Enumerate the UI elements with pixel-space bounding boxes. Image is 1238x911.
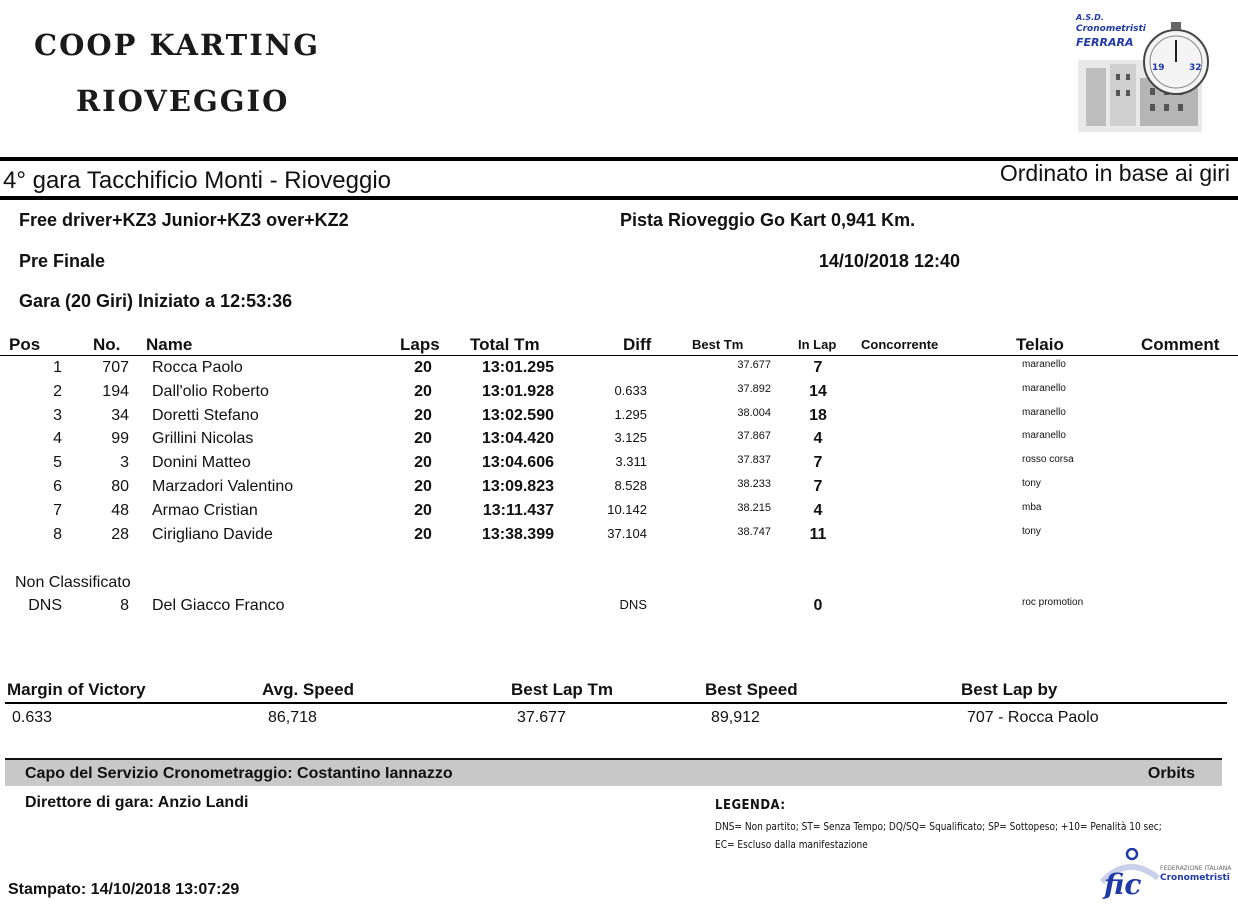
best-lap-value: 37.677 — [517, 709, 566, 726]
chassis-cell: tony — [1022, 525, 1041, 537]
laps-cell: 20 — [414, 454, 432, 472]
chassis-cell: maranello — [1022, 406, 1066, 418]
best-time: 37.837 — [737, 454, 771, 467]
diff-cell: DNS — [619, 597, 647, 612]
printed-timestamp: Stampato: 14/10/2018 13:07:29 — [8, 881, 240, 898]
diff-cell: 10.142 — [607, 501, 647, 517]
in-lap-cell: 14 — [809, 382, 827, 400]
driver-name: Grillini Nicolas — [152, 430, 254, 448]
total-time: 13:01.928 — [481, 382, 554, 400]
cronometristi-ferrara-logo — [1072, 8, 1212, 136]
diff-cell: 8.528 — [614, 478, 647, 493]
chassis-cell: rosso corsa — [1022, 454, 1074, 466]
total-time: 13:01.295 — [481, 359, 554, 376]
table-row — [0, 478, 1238, 502]
laps-cell: 20 — [414, 501, 432, 519]
title-bottom-rule — [0, 196, 1238, 200]
in-lap-cell: 18 — [809, 406, 827, 424]
event-title: 4° gara Tacchificio Monti - Rioveggio — [3, 167, 392, 194]
table-row — [0, 454, 1238, 478]
number-cell: 28 — [111, 525, 129, 543]
in-lap-cell: 4 — [813, 501, 823, 519]
col-header-pos: Pos — [9, 335, 41, 354]
in-lap-cell: 7 — [813, 454, 823, 472]
avg-speed-label: Avg. Speed — [262, 680, 354, 699]
laps-cell: 20 — [414, 382, 432, 400]
legend-line1: DNS= Non partito; ST= Senza Tempo; DQ/SQ= Squalificato; SP= Sottopeso; +10= Penalità 10 sec; — [715, 820, 1162, 833]
svg-text:Cronometristi: Cronometristi — [1076, 24, 1146, 34]
best-time: 38.747 — [737, 525, 771, 538]
chief-timing: Capo del Servizio Cronometraggio: Costantino Iannazzo — [25, 765, 453, 782]
pos-cell: 7 — [53, 501, 62, 519]
laps-cell: 20 — [414, 525, 432, 543]
avg-speed-value: 86,718 — [268, 709, 317, 726]
race-info: Gara (20 Giri) Iniziato a 12:53:36 — [19, 291, 293, 311]
sort-note: Ordinato in base ai giri — [999, 160, 1230, 186]
diff-cell: 0.633 — [614, 382, 647, 398]
col-header-diff: Diff — [623, 335, 652, 354]
pos-cell: 6 — [53, 478, 62, 495]
col-header-telaio: Telaio — [1016, 335, 1064, 354]
diff-cell: 37.104 — [607, 525, 647, 541]
col-header-best: Best Tm — [692, 337, 744, 352]
diff-cell: 3.311 — [615, 454, 647, 470]
pos-cell: 4 — [53, 430, 62, 448]
number-cell: 194 — [102, 382, 129, 400]
diff-cell: 1.295 — [614, 406, 647, 422]
col-header-name: Name — [146, 335, 193, 354]
laps-cell: 20 — [414, 359, 432, 376]
table-row — [0, 407, 1238, 431]
in-lap-cell: 4 — [813, 430, 823, 448]
event-track: Pista Rioveggio Go Kart 0,941 Km. — [620, 210, 916, 230]
event-datetime: 14/10/2018 12:40 — [818, 251, 960, 271]
number-cell: 707 — [102, 359, 129, 376]
chassis-cell: mba — [1022, 501, 1042, 513]
driver-name: Dall'olio Roberto — [152, 382, 269, 400]
best-lap-by-value: 707 - Rocca Paolo — [967, 709, 1099, 726]
event-session: Pre Finale — [19, 251, 106, 271]
best-time: 37.677 — [737, 359, 771, 371]
chassis-cell: maranello — [1022, 430, 1066, 442]
svg-text:FERRARA: FERRARA — [1076, 36, 1134, 49]
total-time: 13:38.399 — [481, 525, 554, 543]
ficr-logo — [1098, 848, 1234, 900]
in-lap-cell: 7 — [813, 478, 823, 495]
total-time: 13:09.823 — [481, 478, 554, 495]
driver-name: Rocca Paolo — [152, 359, 243, 376]
table-row — [0, 383, 1238, 407]
legend-line2: EC= Escluso dalla manifestazione — [715, 838, 868, 851]
chassis-cell: maranello — [1022, 359, 1066, 370]
orbits-brand: Orbits — [1147, 765, 1195, 782]
best-time: 37.892 — [737, 382, 771, 395]
in-lap-cell: 11 — [809, 525, 827, 543]
header-rule — [0, 355, 1238, 356]
table-row — [0, 359, 1238, 383]
col-header-comment: Comment — [1141, 335, 1220, 354]
best-time: 38.215 — [737, 501, 771, 514]
col-header-concorrente: Concorrente — [861, 337, 939, 352]
chassis-cell: maranello — [1022, 382, 1066, 394]
pos-cell: 5 — [53, 454, 62, 472]
laps-cell: 20 — [414, 478, 432, 495]
non-classified-heading: Non Classificato — [15, 574, 131, 591]
best-speed-value: 89,912 — [711, 709, 760, 726]
driver-name: Donini Matteo — [152, 454, 251, 472]
pos-cell: 3 — [53, 406, 62, 424]
best-speed-label: Best Speed — [705, 680, 798, 699]
best-time: 38.233 — [737, 478, 771, 490]
table-row — [0, 502, 1238, 526]
col-header-no: No. — [93, 335, 121, 354]
col-header-inlap: In Lap — [798, 337, 837, 352]
number-cell: 8 — [120, 597, 129, 614]
pos-cell: 8 — [53, 525, 62, 543]
pos-cell: DNS — [28, 597, 62, 614]
best-time: 37.867 — [737, 430, 771, 443]
race-director: Direttore di gara: Anzio Landi — [25, 794, 249, 811]
total-time: 13:04.606 — [481, 454, 554, 472]
chassis-cell: tony — [1022, 478, 1041, 489]
in-lap-cell: 0 — [813, 597, 823, 614]
total-time: 13:11.437 — [482, 501, 554, 519]
number-cell: 80 — [111, 478, 129, 495]
table-row — [0, 430, 1238, 454]
org-name-line1: COOP KARTING — [34, 28, 321, 62]
diff-cell: 3.125 — [614, 430, 647, 446]
in-lap-cell: 7 — [813, 359, 823, 376]
number-cell: 48 — [111, 501, 129, 519]
col-header-laps: Laps — [400, 335, 440, 354]
chassis-cell: roc promotion — [1022, 597, 1084, 608]
table-row — [0, 526, 1238, 550]
org-name-line2: RIOVEGGIO — [76, 84, 290, 118]
driver-name: Doretti Stefano — [152, 406, 259, 424]
summary-rule — [5, 702, 1227, 704]
laps-cell: 20 — [414, 430, 432, 448]
svg-text:19: 19 — [1152, 63, 1165, 73]
svg-text:fic: fic — [1104, 868, 1142, 900]
total-time: 13:02.590 — [481, 406, 554, 424]
laps-cell: 20 — [414, 406, 432, 424]
margin-label: Margin of Victory — [7, 680, 146, 699]
driver-name: Del Giacco Franco — [152, 597, 285, 614]
legend-title: LEGENDA: — [715, 798, 786, 813]
total-time: 13:04.420 — [481, 430, 554, 448]
col-header-total: Total Tm — [470, 335, 540, 354]
svg-text:A.S.D.: A.S.D. — [1076, 13, 1104, 22]
svg-text:32: 32 — [1189, 63, 1202, 73]
pos-cell: 2 — [53, 382, 62, 400]
svg-text:Cronometristi: Cronometristi — [1160, 873, 1230, 883]
driver-name: Marzadori Valentino — [152, 478, 294, 495]
best-lap-label: Best Lap Tm — [511, 680, 614, 699]
table-row — [0, 597, 1238, 621]
number-cell: 3 — [120, 454, 129, 472]
number-cell: 34 — [111, 406, 129, 424]
number-cell: 99 — [111, 430, 129, 448]
margin-value: 0.633 — [12, 709, 53, 726]
driver-name: Cirigliano Davide — [152, 525, 273, 543]
best-time: 38.004 — [737, 406, 771, 419]
best-lap-by-label: Best Lap by — [961, 680, 1058, 699]
pos-cell: 1 — [53, 359, 62, 376]
event-classes: Free driver+KZ3 Junior+KZ3 over+KZ2 — [19, 210, 349, 230]
svg-text:FEDERAZIONE ITALIANA: FEDERAZIONE ITALIANA — [1160, 865, 1232, 872]
driver-name: Armao Cristian — [152, 501, 258, 519]
